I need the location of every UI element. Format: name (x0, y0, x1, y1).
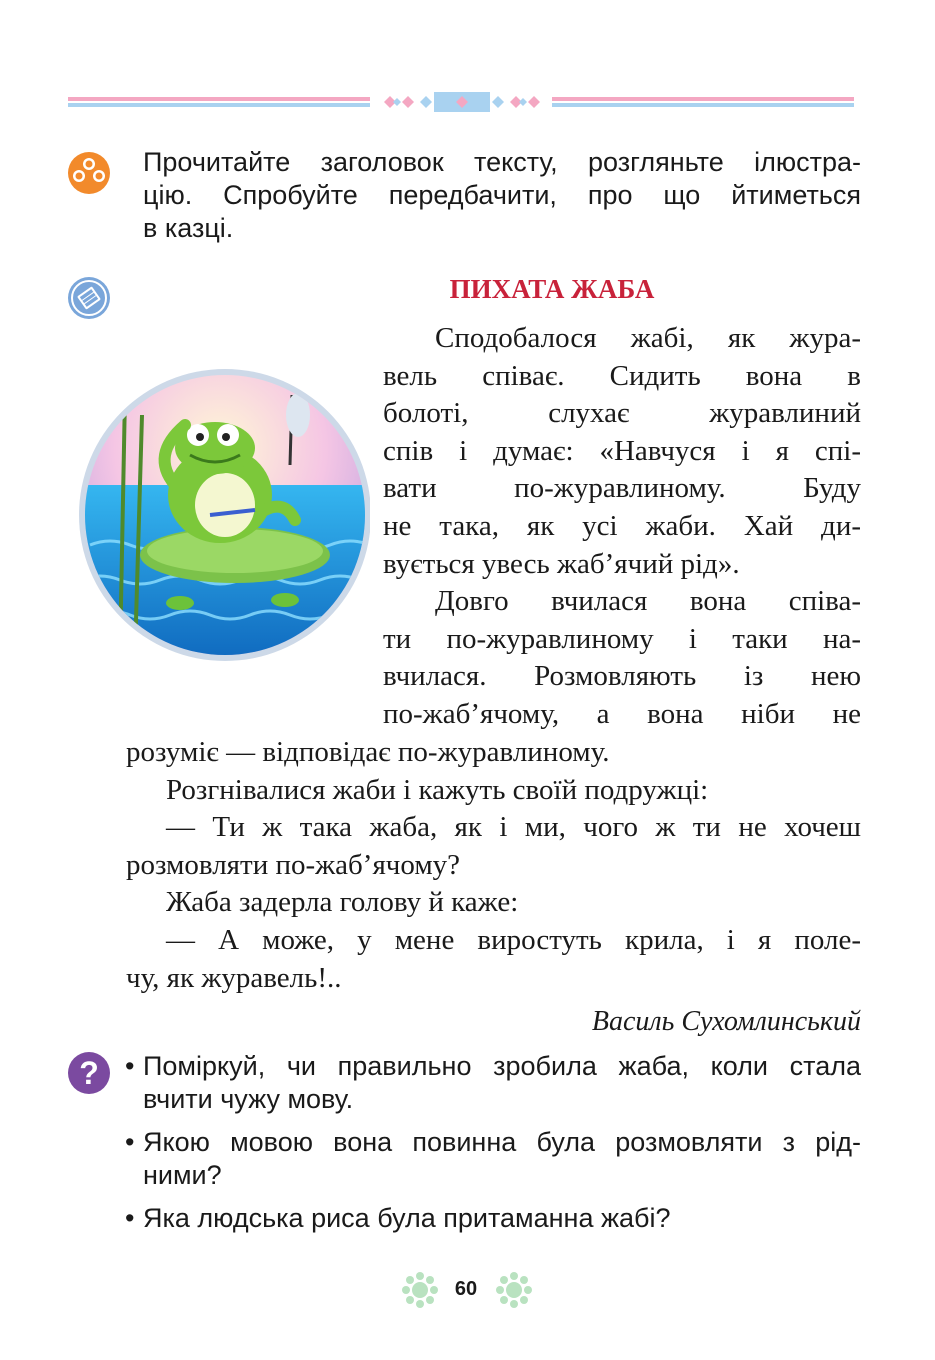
page-ornament-right (494, 1270, 534, 1310)
story-line: — Ти ж така жаба, як і ми, чого ж ти не хочеш (166, 811, 861, 844)
story-line: розуміє — відповідає по-журавлиному. (126, 736, 610, 768)
story-line: вати по-журавлиному. Буду (383, 472, 861, 505)
story-line: вчилася. Розмовляють із нею (383, 660, 861, 693)
story-line: спів і думає: «Навчуся і я спі- (383, 434, 861, 467)
story-line: по-жаб’ячому, а вона ніби не (383, 697, 861, 730)
story-line: болоті, слухає журавлиний (383, 397, 861, 430)
story-line: розмовляти по-жаб’ячому? (126, 848, 461, 881)
question-line: Поміркуй, чи правильно зробила жаба, коли стала (143, 1051, 861, 1081)
instruction-line: в казці. (143, 213, 234, 243)
question-item (125, 1050, 861, 1116)
frog-illustration (70, 355, 370, 665)
story-line: — А може, у мене виростуть крила, і я поле- (166, 923, 861, 956)
top-ornament-right (552, 97, 854, 107)
story-line: ти по-журавлиному і таки на- (383, 622, 861, 655)
question-line: Якою мовою вона повинна була розмовляти з рід- (143, 1127, 861, 1157)
story-line: вується увесь жаб’ячий рід». (383, 547, 740, 580)
question-item (125, 1126, 861, 1192)
page-ornament-left (400, 1270, 440, 1310)
question-line: ними? (143, 1160, 222, 1190)
instruction-text (143, 146, 861, 245)
question-line: Яка людська риса була притаманна жабі? (143, 1203, 671, 1233)
top-ornament-left (68, 97, 370, 107)
story-author: Василь Сухомлинський (591, 1006, 861, 1037)
story-line: Розгнівалися жаби і кажуть своїй подружці: (166, 773, 709, 806)
question-item (125, 1202, 861, 1235)
story-line: Довго вчилася вона співа- (435, 585, 861, 618)
bullet: • (125, 1051, 135, 1081)
story-line: не така, як усі жаби. Хай ди- (383, 509, 861, 542)
story-title: ПИХАТА ЖАБА (449, 274, 655, 304)
story-line: чу, як журавель!.. (126, 961, 342, 994)
instruction-line: цію. Спробуйте передбачити, про що йтиметься (143, 180, 861, 210)
questions-list (125, 1050, 861, 1235)
question-icon (67, 1051, 111, 1095)
bullet: • (125, 1127, 135, 1157)
story-line: Жаба задерла голову й каже: (166, 886, 519, 919)
story-full-paragraph (126, 734, 861, 997)
page-number: 60 (454, 1278, 478, 1300)
svg-text:?: ? (79, 1055, 99, 1091)
group-icon (67, 151, 111, 195)
question-line: вчити чужу мову. (143, 1084, 354, 1114)
story-line: вель співає. Сидить вона в (383, 359, 861, 392)
bullet: • (125, 1203, 135, 1233)
book-icon (67, 276, 111, 320)
top-ornament-center (376, 90, 548, 114)
instruction-line: Прочитайте заголовок тексту, розгляньте ілюстра- (143, 147, 861, 177)
story-line: Сподобалося жабі, як жура- (435, 322, 861, 354)
story-wrapped-paragraph (383, 320, 861, 734)
